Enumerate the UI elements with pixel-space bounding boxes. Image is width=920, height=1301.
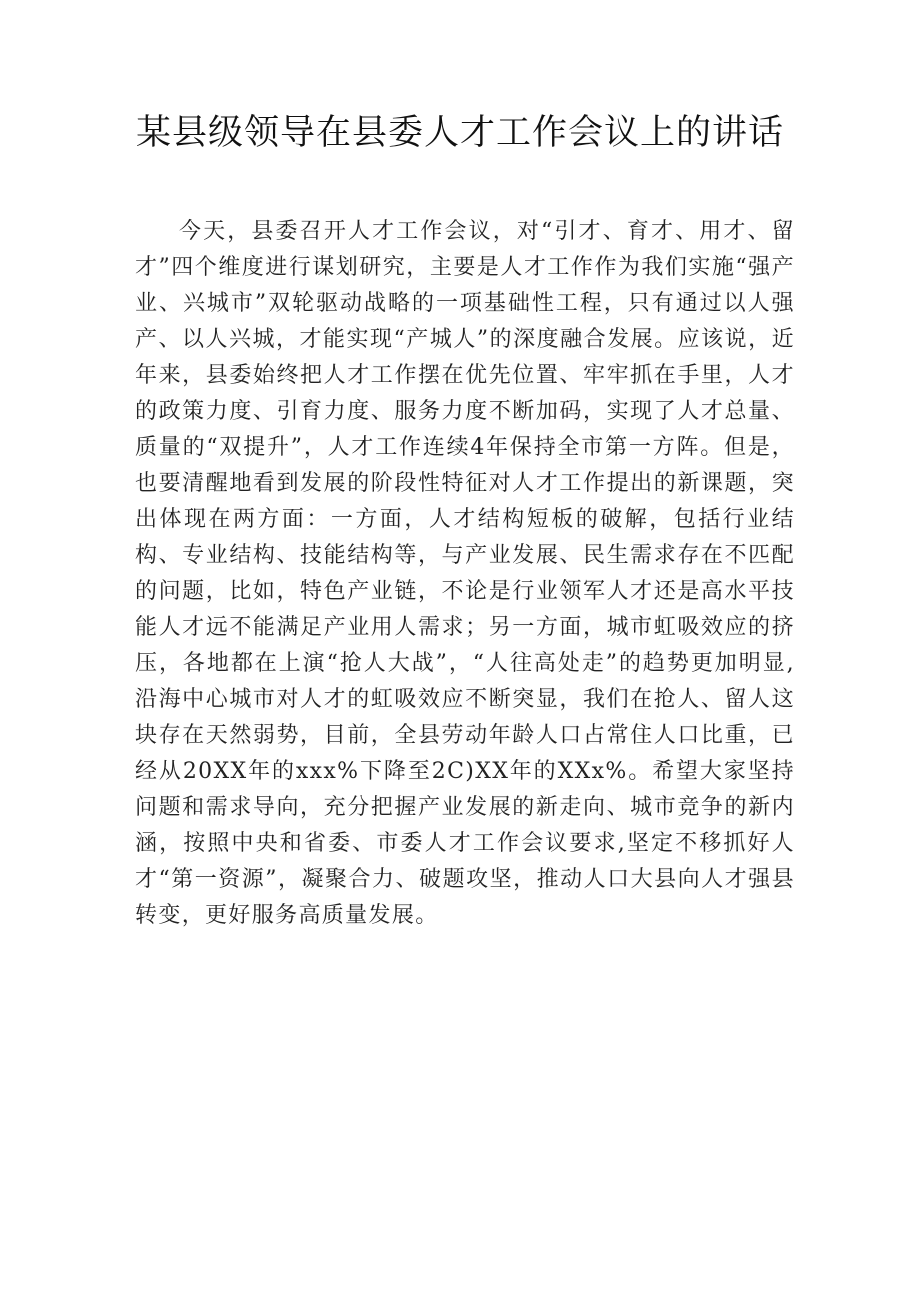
body-paragraph: 今天，县委召开人才工作会议，对“引才、育才、用才、留才”四个维度进行谋划研究，主要是人才工作作为我们实施“强产业、兴城市”双轮驱动战略的一项基础性工程，只有通过以人强产、以人兴城，才能实现“产城人”的深度融合发展。应该说，近年来，县委始终把人才工作摆在优先位置、牢牢抓在手里，人才的政策力度、引育力度、服务力度不断加码，实现了人才总量、质量的“双提升”，人才工作连续4年保持全市第一方阵。但是，也要清醒地看到发展的阶段性特征对人才工作提出的新课题，突出体现在两方面：一方面，人才结构短板的破解，包括行业结构、专业结构、技能结构等，与产业发展、民生需求存在不匹配的问题，比如，特色产业链，不论是行业领军人才还是高水平技能人才远不能满足产业用人需求；另一方面，城市虹吸效应的挤压，各地都在上演“抢人大战”，“人往高处走”的趋势更加明显,沿海中心城市对人才的虹吸效应不断突显，我们在抢人、留人这块存在天然弱势，目前，全县劳动年龄人口占常住人口比重，已经从20XX年的xxx%下降至2C)XX年的XXx%。希望大家坚持问题和需求导向，充分把握产业发展的新走向、城市竞争的新内涵，按照中央和省委、市委人才工作会议要求,坚定不移抓好人才“第一资源”，凝聚合力、破题攻坚，推动人口大县向人才强县转变，更好服务高质量发展。 [135,219,795,928]
document-title: 某县级领导在县委人才工作会议上的讲话 [135,113,784,153]
